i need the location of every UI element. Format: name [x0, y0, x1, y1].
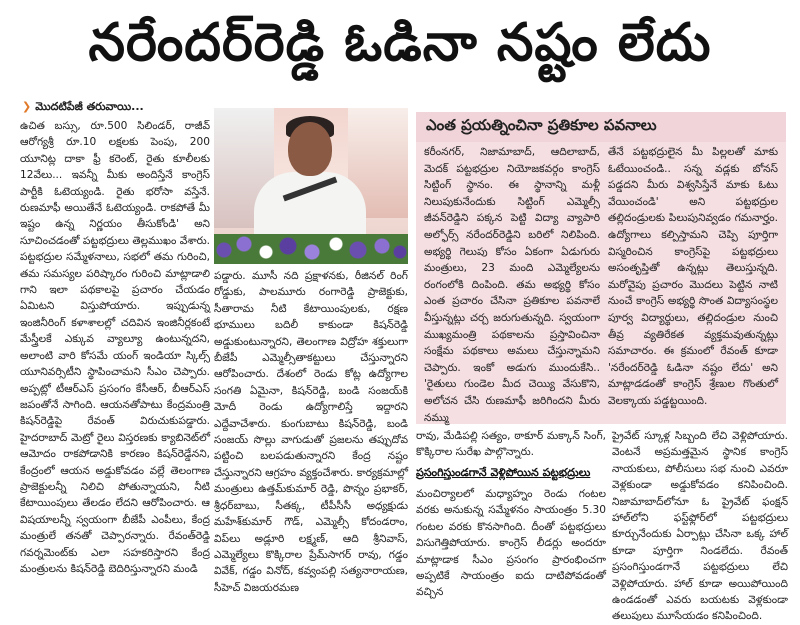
kicker-label: మొదటిపేజీ తరువాయి... [35, 100, 144, 113]
cm-speech-photo [214, 108, 408, 264]
column-3-continued-paragraph: రావు, మేడిపల్లి సత్యం, ఠాకూర్ మక్కాన్ సింగ్, కొక్కిరాల సురేఖ పాల్గొన్నారు. [416, 430, 606, 459]
photo-flower-decoration [214, 234, 408, 264]
sidebar-column-b-paragraph: తేనే పట్టభద్రులైన మీ పిల్లలతో మాకు ఓటేయించండి.. సన్న వడ్లకు బోనస్ పడ్డదని మీరు విశ్వసిస్తేనే మాకు ఓటు వేయించండి' అని పట్టభద్రుల తల్లిదండ్రులకు పిలుపునివ్వడం గమనార్హం. ఉద్యోగాలు కల్పిస్తామని చెప్పి పూర్తిగా విస్మరించిన కాంగ్రెస్‌పై పట్టభద్రులు అసంతృప్తితో ఉన్నట్లు తెలుస్తున్నది. మరోవైపు ప్రచారం మొదలు పెట్టిన నాటి నుంచే కాంగ్రెస్ అభ్యర్థి సొంత విద్యాసంస్థల పూర్వ విద్యార్థులు, తల్లిదండ్రుల నుంచి తీవ్ర వ్యతిరేకత వ్యక్తమవుతున్నట్లు సమాచారం. ఈ క్రమంలో రేవంత్ కూడా 'నరేందర్‌రెడ్డి ఓడినా నష్టం లేదు' అని మాట్లాడడంతో కాంగ్రెస్ శ్రేణుల గొంతులో వెలక్కాయ పడ్డట్టయింది. [608, 146, 778, 407]
column-3-body-paragraph: మంచిర్యాలలో మధ్యాహ్నం రెండు గంటల వరకు అనుకున్న సమ్మేళనం సాయంత్రం 5.30 గంటల వరకు కొనసాగింది. దీంతో పట్టభద్రులు విసుగెత్తిపోయారు. కాంగ్రెస్ లీడర్లు అందరూ మాట్లాడాక సీఎం ప్రసంగం ప్రారంభించగా అప్పటికే సాయంత్రం ఐదు దాటిపోవడంతో వచ్చిన [416, 488, 606, 599]
sub-headline: ప్రసంగిస్తుండగానే వెళ్లిపోయిన పట్టభద్రులు [416, 466, 591, 479]
column-1-paragraph: ఉచిత బస్సు, రూ.500 సిలిండర్, రాజీవ్ ఆరోగ్యశ్రీ రూ.10 లక్షలకు పెంపు, 200 యూనిట్ల దాకా ఫ్రీ కరెంట్, రైతు కూలీలకు 12వేలు... ఇవన్నీ మీకు అందిస్తేనే కాంగ్రెస్ పార్టీకి ఓటెయ్యండి. రైతు భరోసా వస్తేనే. రుణమాఫీ అయితేనే ఓటెయ్యండి. రాకపోతే మీ ఇష్టం ఉన్న నిర్ణయం తీసుకోండి' అని సూచించడంతో పట్టభద్రులు తెల్లముఖం వేశారు. పట్టభద్రుల సమ్మేళనాలు, సభలో తమ గురించి, తమ సమస్యల పరిష్కారం గురించి మాట్లాడాలి గాని ఇలా పథకాలపై ప్రచారం చేయడం ఏమిటని విస్తుపోయారు. ఇప్పుడున్న ఇంజినీరింగ్ కళాశాలల్లో చదివిన ఇంజినీర్లకంటే మేస్త్రీలకే ఎక్కువ వ్యాల్యూ ఉంటున్నదని, అలాంటి వారి కోసమే యంగ్ ఇండియా స్కిల్స్ యూనివర్సిటీని స్థాపించామని సీఎం చెప్పారు. అప్పట్లో టీఆర్ఎస్ ప్రసంగం కేసీఆర్, బీఆర్ఎస్ జపంతోనే సాగింది. ఆయనతోపాటు కేంద్రమంత్రి కిషన్‌రెడ్డిపై రేవంత్ విరుచుకుపడ్డారు. హైదరాబాద్ మెట్రో రైలు విస్తరణకు క్యాబినెట్‌లో ఆమోదం రాకపోడానికి కారణం కిషన్‌రెడ్డేనని, కేంద్రంలో ఆయన అడ్డుకోవడం వల్లే తెలంగాణ ప్రాజెక్టులన్నీ నిలిచి పోతున్నాయని, నీటి కేటాయింపులు తేలడం లేదని ఆరోపించారు. ఆ విషయాలన్నీ స్వయంగా బీజేపీ ఎంపీలు, కేంద్ర మంత్రులే తనతో చెప్పారన్నారు. రేవంత్‌రెడ్డి గవర్నమెంట్‌కు ఎలా సహకరిస్తారని కేంద్ర మంత్రులను కిషన్‌రెడ్డి బెదిరిస్తున్నారని మండి [20, 120, 210, 575]
chevron-right-icon: ❯ [22, 100, 32, 113]
sidebar-column-a [424, 144, 600, 422]
article-column-2 [214, 268, 408, 606]
sidebar-column-a-paragraph: కరీంనగర్, నిజామాబాద్, ఆదిలాబాద్, మెదక్ పట్టభద్రుల నియోజకవర్గం కాంగ్రెస్ సిట్టింగ్ స్థానం. ఈ స్థానాన్ని మళ్లీ నిలుపుకునేందుకు సిట్టింగ్ ఎమ్మెల్సీ జీవన్‌రెడ్డిని పక్కన పెట్టి విద్యా వ్యాపారి అల్ఫోర్స్ నరేందర్‌రెడ్డిని బరిలో నిలిపింది. అభ్యర్థి గెలుపు కోసం ఏకంగా ఏడుగురు మంత్రులు, 23 మంది ఎమ్మెల్యేలను రంగంలోకి దింపింది. తమ అభ్యర్థి కోసం ఎంత ప్రచారం చేసినా ప్రతికూల పవనాలే వీస్తున్నట్లు చర్చ జరుగుతున్నది. స్వయంగా ముఖ్యమంత్రి పథకాలను ప్రస్తావించినా సంక్షేమ పథకాలు అమలు చేస్తున్నామని చెప్పారు. ఇంకో అడుగు ముందుకేసి.. 'రైతులు గుండెల మీద చెయ్యి వేసుకొని, అలోచన చేసి రుణమాఫీ జరిగిందని మీరు నమ్ము [424, 146, 600, 424]
column-4-paragraph: ప్రైవేట్ స్కూళ్ల సిబ్బంది లేచి వెళ్లిపోయారు. వెంటనే అప్రమత్తమైన స్థానిక కాంగ్రెస్ నాయకులు, పోలీసులు సభ నుంచి ఎవరూ వెళ్లకుండా అడ్డుకోవడం కనిపించింది. నిజామాబాద్‌లోనూ ఓ ప్రైవేట్ ఫంక్షన్ హాల్‌లోని ఫస్ట్‌ఫ్లోర్‌లో పట్టభద్రులు కూర్చునేందుకు ఏర్పాట్లు చేసినా ఒక్క హాల్ కూడా పూర్తిగా నిండలేదు. రేవంత్ ప్రసంగిస్తుండగానే పట్టభద్రులు లేచి వెళ్లిపోయారు. హాల్ కూడా అయిపోయింది ఉండడంతో ఎవరు బయటకు వెళ్లకుండా తలుపులు మూసేయడం కనిపించింది. [612, 430, 788, 623]
article-column-3-continued [416, 428, 606, 462]
article-column-3-body [416, 486, 606, 606]
photo-speaker-head [288, 122, 332, 176]
article-column-4 [612, 428, 788, 623]
article-column-1 [20, 118, 210, 606]
sidebar-column-b [608, 144, 778, 422]
sidebar-box [416, 112, 786, 424]
headline: నరేందర్‌రెడ్డి ఓడినా నష్టం లేదు [88, 12, 712, 73]
continued-from-front-page [22, 100, 212, 118]
sidebar-title: ఎంత ప్రయత్నించినా ప్రతికూల పవనాలు [416, 112, 786, 142]
column-2-paragraph: పడ్డారు. మూసీ నది ప్రక్షాళనకు, రీజినల్ రింగ్ రోడ్డుకు, పాలమూరు రంగారెడ్డి ప్రాజెక్టుకు, సీతారామ నీటి కేటాయింపులకు, రక్షణ భూములు బదిలీ కాకుండా కిషన్‌రెడ్డి అడ్డుకుంటున్నారని, తెలంగాణ విద్రోహ శక్తులుగా బీజేపీ ఎమ్మెల్సీతాకట్టులు చేస్తున్నారని ఆరోపించారు. దేశంలో రెండు కోట్ల ఉద్యోగాల సంగతి ఏమైనా, కిషన్‌రెడ్డి, బండి సంజయ్‌కి మోదీ రెండు ఉద్యోగాలిస్తే ఇద్దారని ఎద్దేవాచేశారు. కుంగుబాటు కిషన్‌రెడ్డి, బండి సంజయ్ సొల్లు వాగుడుతో ప్రజలను తప్పుదోవ పట్టించి బలపడుతున్నారని కేంద్ర నష్టం చేస్తున్నారని ఆగ్రహం వ్యక్తంచేశారు. కార్యక్రమాల్లో మంత్రులు ఉత్తమ్‌కుమార్ రెడ్డి, పొన్నం ప్రభాకర్, శ్రీధర్‌బాబు, సీతక్క, టీపీసీసీ అధ్యక్షుడు మహేశ్‌కుమార్ గౌడ్, ఎమ్మెల్సీ కోదండరాం, విప్‌లు అడ్లూరి లక్ష్మణ్, ఆది శ్రీనివాస్, ఎమ్మెల్యేలు కొక్కిరాల ప్రేమ్‌సాగర్ రావు, గడ్డం వివేక్, గడ్డం వినోద్, కవ్వంపల్లి సత్యనారాయణ, సీహెచ్ విజయరమణ [214, 270, 408, 594]
